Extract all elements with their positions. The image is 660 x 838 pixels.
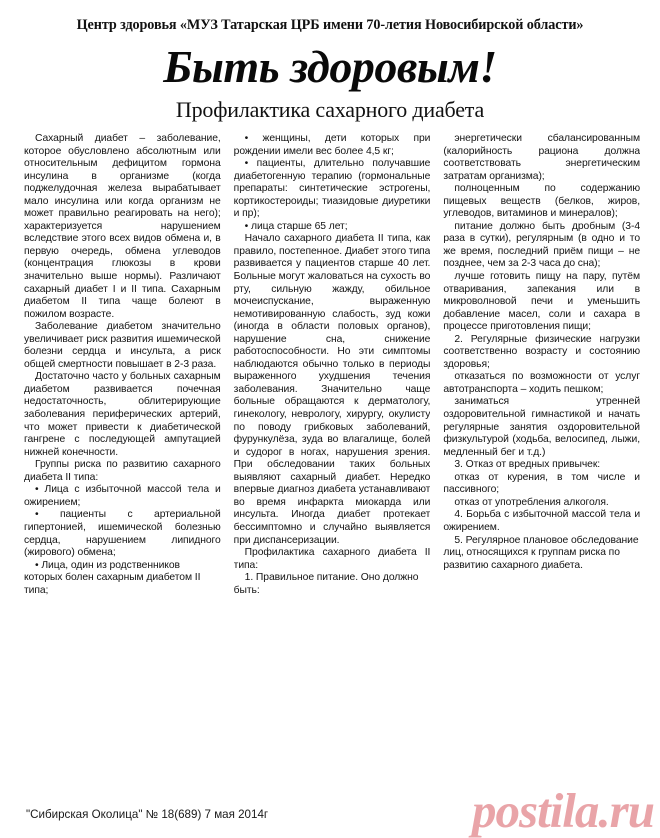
paragraph: полноценным по содержанию пищевых веществ (белков, жиров, углеводов, витаминов и минералов); <box>443 183 641 220</box>
paragraph: питание должно быть дробным (3-4 раза в сутки), регулярным (в одно и то же время, последний приём пищи – не позднее, чем за 2-3 часа до сна); <box>443 220 641 270</box>
bullet-item: • пациенты с артериальной гипертонией, ишемической болезнью сердца, нарушением липидного (жирового) обмена; <box>24 509 221 559</box>
paragraph: Заболевание диабетом значительно увеличивает риск развития ишемической болезни сердца и инсульта, а риск общей смертности повышает в 2-3 раза. <box>24 321 221 370</box>
postila-watermark: postila.ru <box>472 783 654 838</box>
paragraph: 3. Отказ от вредных привычек: <box>454 459 601 471</box>
paragraph: Сахарный диабет – заболевание, которое обусловлено абсолютным или относительным дефицитом гормона инсулина в организме (когда поджелудочная железа вырабатывает мало инсулина или когда организм не может правильно реагировать на него); характеризуется нарушением вследствие этого всех видов обмена и, в первую очередь, обмена углеводов (концентрация глюкозы в крови значительно выше нормы). Различают сахарный диабет I и II типа. Сахарным диабетом II типа чаще болеют в пожилом возрасте. <box>24 133 221 320</box>
paragraph: лучше готовить пищу на пару, путём отваривания, запекания или в микроволновой печи и уменьшить добавление масел, соли и сахара в процессе приготовления пищи; <box>443 271 641 333</box>
paragraph: 1. Правильное питание. Оно должно быть: <box>233 572 419 596</box>
bullet-item: • Лица с избыточной массой тела и ожирением; <box>24 484 221 508</box>
paragraph: отказ от употребления алкоголя. <box>454 496 609 508</box>
paragraph: 5. Регулярное плановое обследование лиц, относящихся к группам риска по развитию сахарного диабета. <box>443 534 639 571</box>
paragraph: Профилактика сахарного диабета II типа: <box>233 547 431 571</box>
bullet-item: • лица старше 65 лет; <box>244 220 348 232</box>
paragraph: заниматься утренней оздоровительной гимнастикой и начать регулярные занятия оздоровительной физкультурой (ходьба, велосипед, лыжи, медленный бег и т.д.) <box>443 396 641 458</box>
article-column-1 <box>24 133 221 785</box>
article-columns <box>24 133 640 785</box>
article-column-3 <box>443 133 640 785</box>
paragraph: Достаточно часто у больных сахарным диабетом развивается почечная недостаточность, облитерирующие заболевания периферических артерий, что может привести к диабетической гангрене с последующей ампутацией нижней конечности. <box>24 371 221 458</box>
paragraph: 4. Борьба с избыточной массой тела и ожирением. <box>443 509 641 533</box>
page-subtitle: Профилактика сахарного диабета <box>175 96 485 122</box>
masthead <box>0 0 660 122</box>
bullet-item: • женщины, дети которых при рождении имели вес более 4,5 кг; <box>233 133 431 157</box>
bullet-item: • пациенты, длительно получавшие диабетогенную терапию (гормональные препараты: синтетические эстрогены, кортикостероиды; тиазидовые диуретики и пр); <box>233 158 431 220</box>
paragraph: 2. Регулярные физические нагрузки соответственно возрасту и состоянию здоровья; <box>443 333 641 370</box>
paragraph: энергетически сбалансированным (калорийность рациона должна соответствовать энергетическим затратам организма); <box>443 133 641 182</box>
paragraph: Начало сахарного диабета II типа, как правило, постепенное. Диабет этого типа развивается у пациентов старше 40 лет. Больные могут жаловаться на сухость во рту, сильную жажду, обильное мочеиспускание, выраженную немотивированную слабость, зуд кожи (иногда в области половых органов), нарушение сна, снижение работоспособности. Но эти симптомы наблюдаются обычно только в периоды выраженного ухудшения течения заболевания. Значительно чаще больные обращаются к дерматологу, гинекологу, неврологу, хирургу, окулисту по поводу грибковых заболеваний, фурункулёза, зуда во влагалище, болей и судорог в ногах, нарушения зрения. При обследовании таких больных выявляют сахарный диабет. Нередко впервые диагноз диабета устанавливают во время инфаркта миокарда или инсульта. Иногда диабет протекает бессимптомно и случайно выявляется при диспансеризации. <box>233 233 431 546</box>
source-credit: "Сибирская Околица" № 18(689) 7 мая 2014г <box>26 808 269 821</box>
page-title: Быть здоровым! <box>163 40 497 92</box>
organization-line: Центр здоровья «МУЗ Татарская ЦРБ имени 70-летия Новосибирской области» <box>76 17 584 33</box>
paragraph: Группы риска по развитию сахарного диабета II типа: <box>24 459 221 483</box>
article-column-2 <box>234 133 431 785</box>
bullet-item: • Лица, один из родственников которых болен сахарным диабетом II типа; <box>24 559 201 596</box>
paragraph: отказ от курения, в том числе и пассивного; <box>443 471 641 496</box>
paragraph: отказаться по возможности от услуг автотранспорта – ходить пешком; <box>443 371 641 395</box>
